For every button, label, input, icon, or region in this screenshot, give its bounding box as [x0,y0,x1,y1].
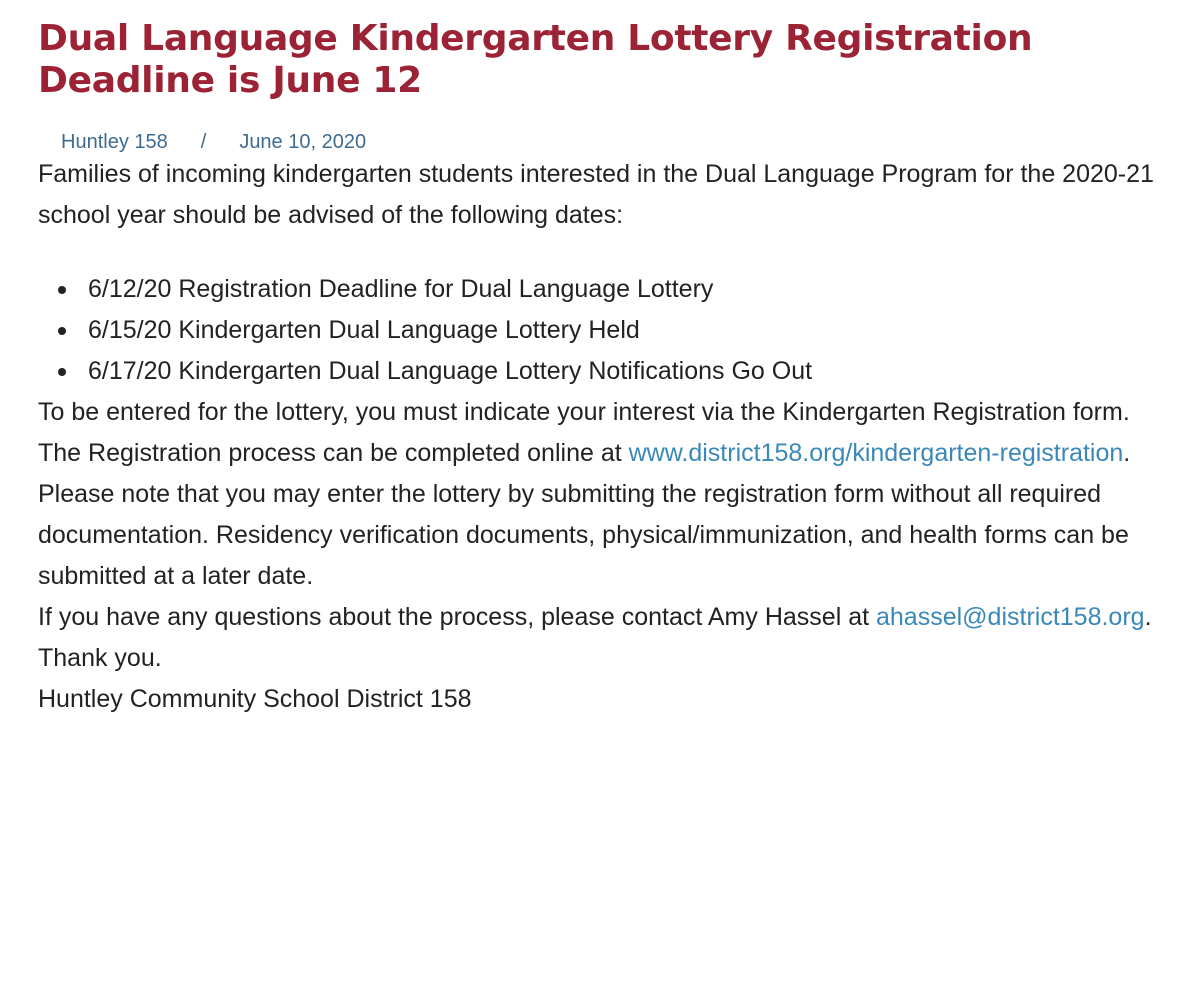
registration-text: To be entered for the lottery, you must indicate your interest via the Kindergarten Registration form. The Registration process can be completed online at [38,398,1130,467]
article-body [38,154,1170,720]
article-title: Dual Language Kindergarten Lottery Registration Deadline is June 12 [38,18,1033,101]
meta-separator: / [200,131,207,153]
registration-link[interactable]: www.district158.org/kindergarten-registration [628,439,1124,467]
questions-period: . [1144,603,1152,631]
intro-paragraph: Families of incoming kindergarten students interested in the Dual Language Program for the 2020-21 school year should be advised of the following dates: [38,160,1154,229]
article-meta [61,130,1170,154]
documentation-paragraph: Please note that you may enter the lottery by submitting the registration form without all required documentation. Residency verification documents, physical/immunization, and health forms can be submitted at a later date. [38,480,1129,590]
signature: Huntley Community School District 158 [38,685,472,713]
questions-paragraph [38,597,1170,638]
list-item: 6/17/20 Kindergarten Dual Language Lottery Notifications Go Out [88,351,1170,392]
author-link[interactable]: Huntley 158 [61,131,168,153]
registration-period: . [1123,439,1131,467]
date-link[interactable]: June 10, 2020 [239,131,367,153]
list-item: 6/15/20 Kindergarten Dual Language Lottery Held [88,310,1170,351]
questions-text: If you have any questions about the process, please contact Amy Hassel at [38,603,876,631]
list-item: 6/12/20 Registration Deadline for Dual Language Lottery [88,269,1170,310]
dates-list [38,269,1170,392]
contact-email-link[interactable]: ahassel@district158.org [876,603,1145,631]
thanks-paragraph: Thank you. [38,644,162,672]
registration-paragraph [38,392,1170,474]
